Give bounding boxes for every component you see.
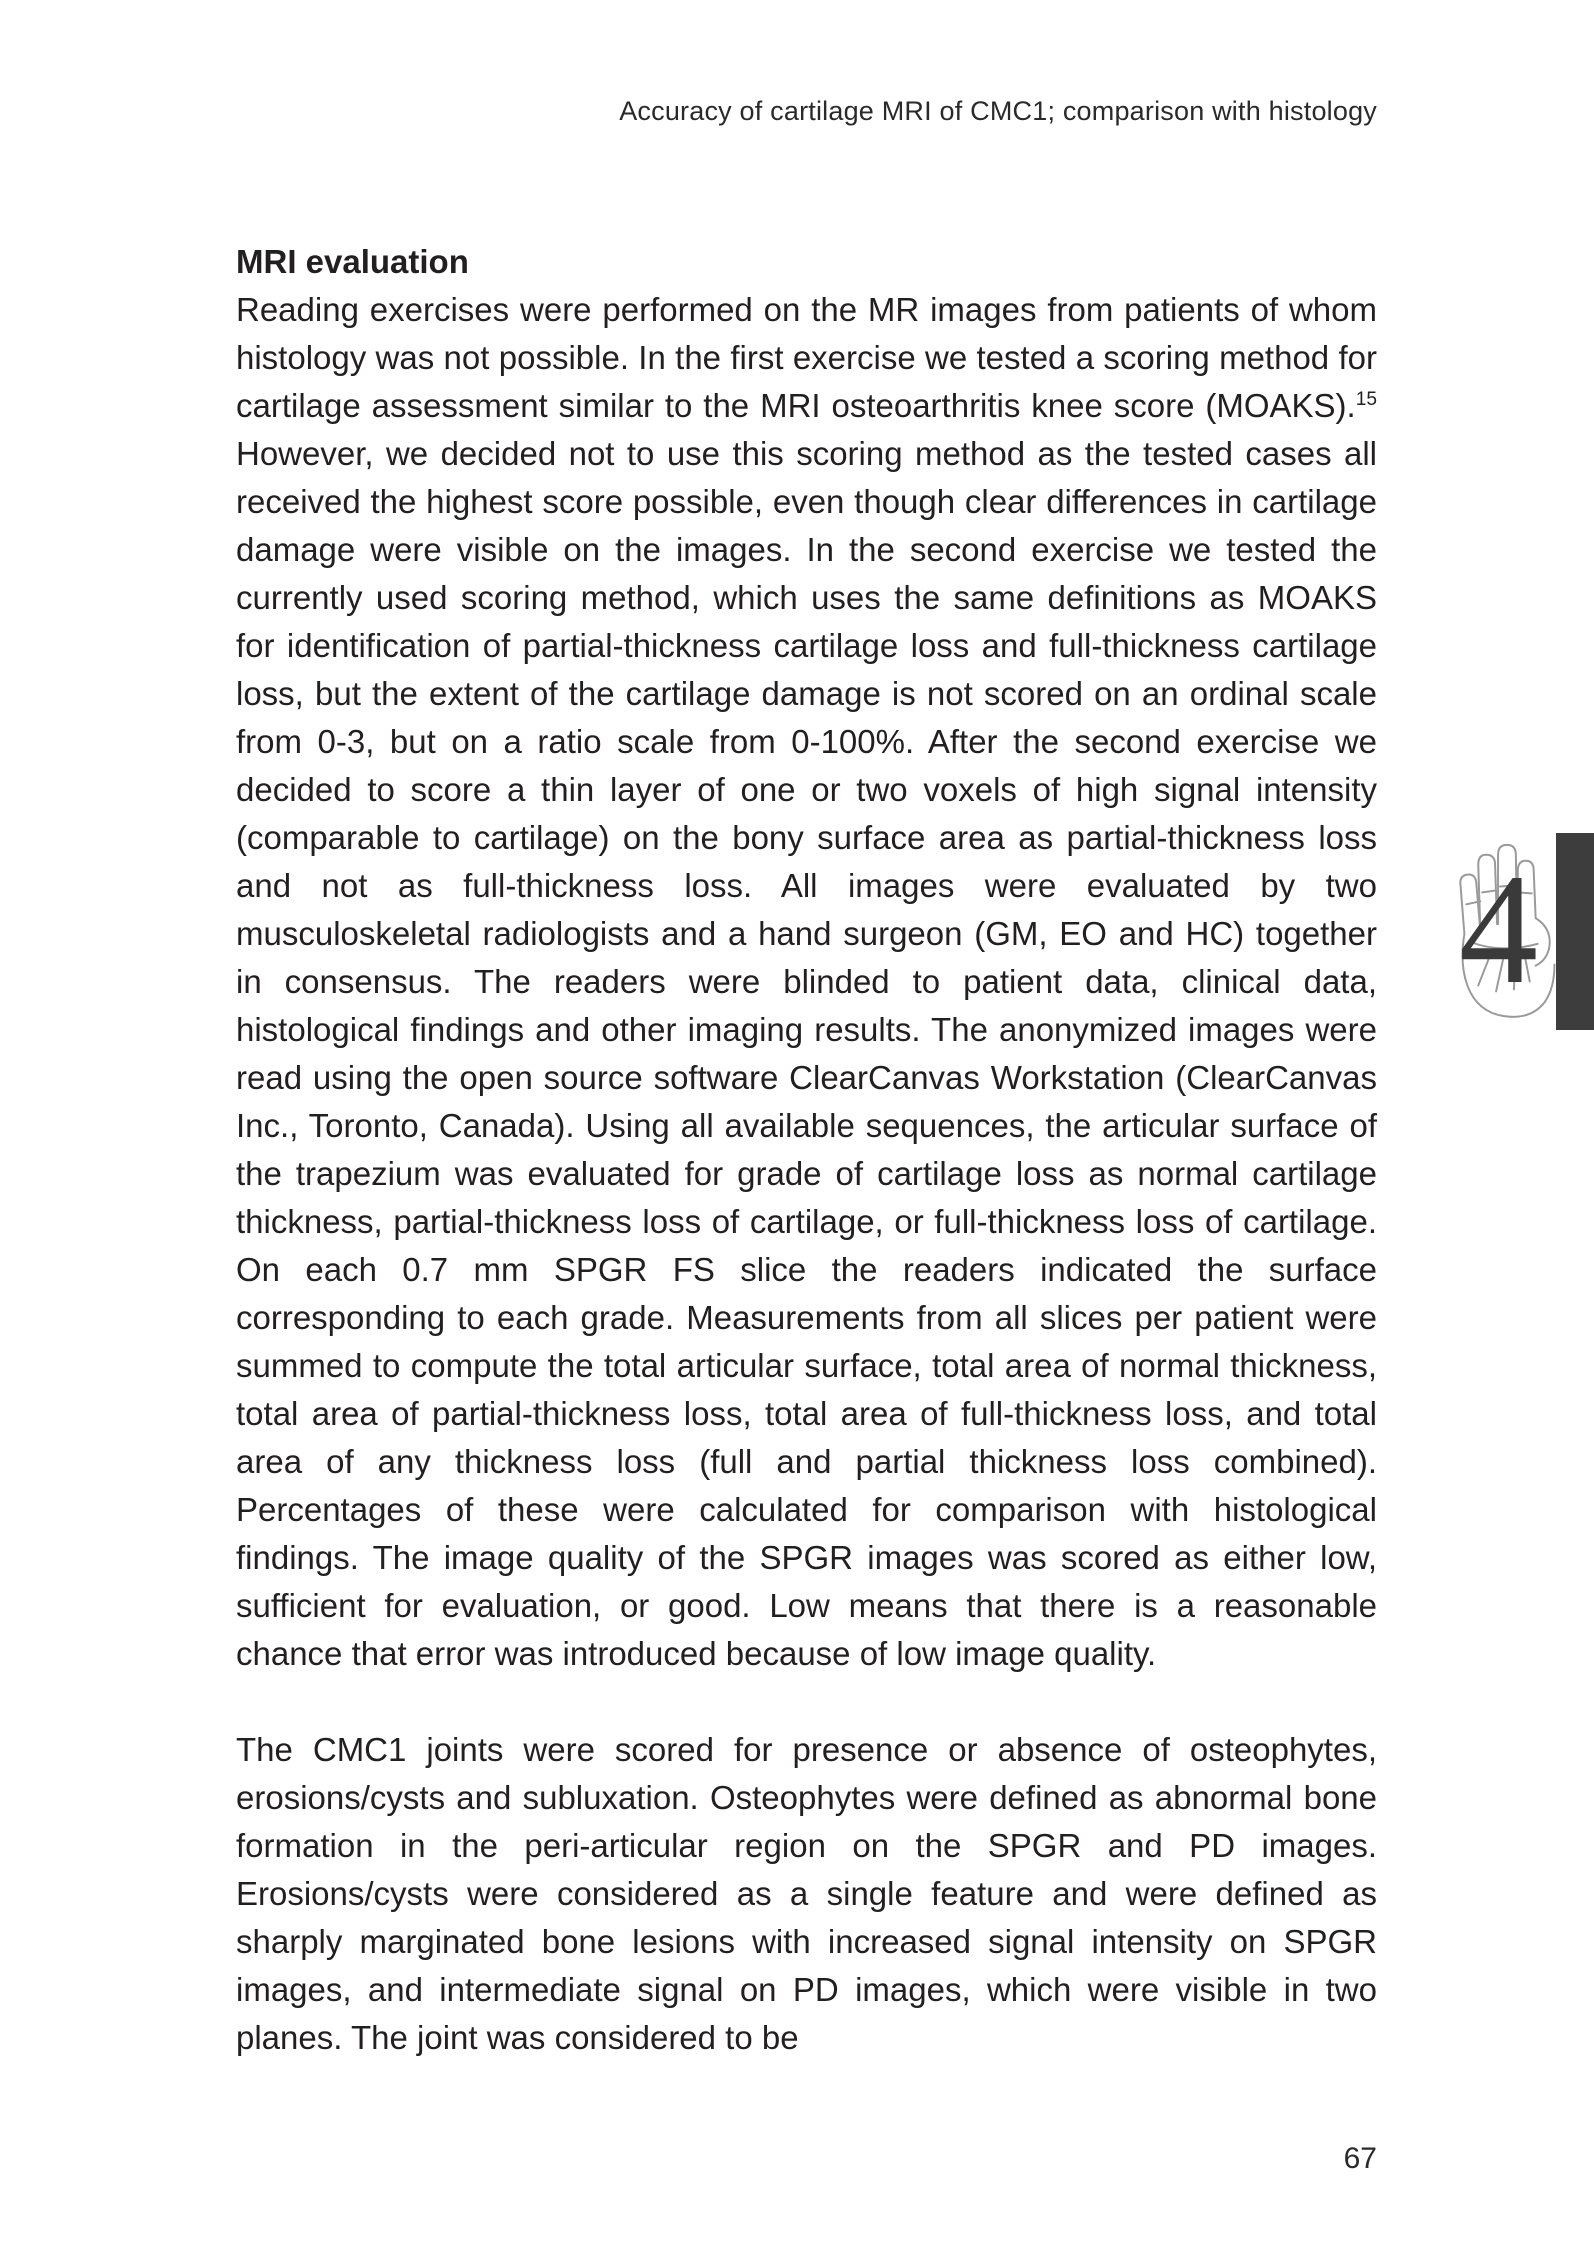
running-header: Accuracy of cartilage MRI of CMC1; comparison with histology — [619, 96, 1377, 126]
paragraph-text-before-citation: Reading exercises were performed on the MR images from patients of whom histology was not possible. In the first exercise we tested a scoring method for cartilage assessment similar to the MRI osteoarthritis knee score (MOAKS). — [236, 291, 1377, 424]
paragraph-mri-evaluation — [236, 286, 1377, 1678]
paragraph-cmc1-scoring: The CMC1 joints were scored for presence or absence of osteophytes, erosions/cysts and subluxation. Osteophytes were defined as abnormal bone formation in the peri-articular region on the SPGR and PD images. Erosions/cysts were considered as a single feature and were defined as sharply marginated bone lesions with increased signal intensity on SPGR images, and intermediate signal on PD images, which were visible in two planes. The joint was considered to be — [236, 1731, 1377, 2056]
citation-superscript: 15 — [1355, 389, 1377, 410]
chapter-marker — [1344, 833, 1594, 1030]
text-column — [236, 238, 1377, 2062]
paragraph-text-after-citation: However, we decided not to use this scoring method as the tested cases all received the highest score possible, even though clear differences in cartilage damage were visible on the images. In the second exercise we tested the currently used scoring method, which uses the same definitions as MOAKS for identification of partial-thickness cartilage loss and full-thickness cartilage loss, but the extent of the cartilage damage is not scored on an ordinal scale from 0-3, but on a ratio scale from 0-100%. After the second exercise we decided to score a thin layer of one or two voxels of high signal intensity (comparable to cartilage) on the bony surface area as partial-thickness loss and not as full-thickness loss. All images were evaluated by two musculoskeletal radiologists and a hand surgeon (GM, EO and HC) together in consensus. The readers were blinded to patient data, clinical data, histological findings and other imaging results. The anonymized images were read using the open source software ClearCanvas Workstation (ClearCanvas Inc., Toronto, Canada). Using all available sequences, the articular surface of the trapezium was evaluated for grade of cartilage loss as normal cartilage thickness, partial-thickness loss of cartilage, or full-thickness loss of cartilage. On each 0.7 mm SPGR FS slice the readers indicated the surface corresponding to each grade. Measurements from all slices per patient were summed to compute the total articular surface, total area of normal thickness, total area of partial-thickness loss, total area of full-thickness loss, and total area of any thickness loss (full and partial thickness loss combined). Percentages of these were calculated for comparison with histological findings. The image quality of the SPGR images was scored as either low, sufficient for evaluation, or good. Low means that there is a reasonable chance that error was introduced because of low image quality. — [236, 435, 1377, 1672]
page-number: 67 — [1343, 2142, 1377, 2175]
chapter-number: 4 — [1459, 842, 1538, 1017]
chapter-tab — [1556, 833, 1594, 1030]
section-heading: MRI evaluation — [236, 243, 469, 280]
